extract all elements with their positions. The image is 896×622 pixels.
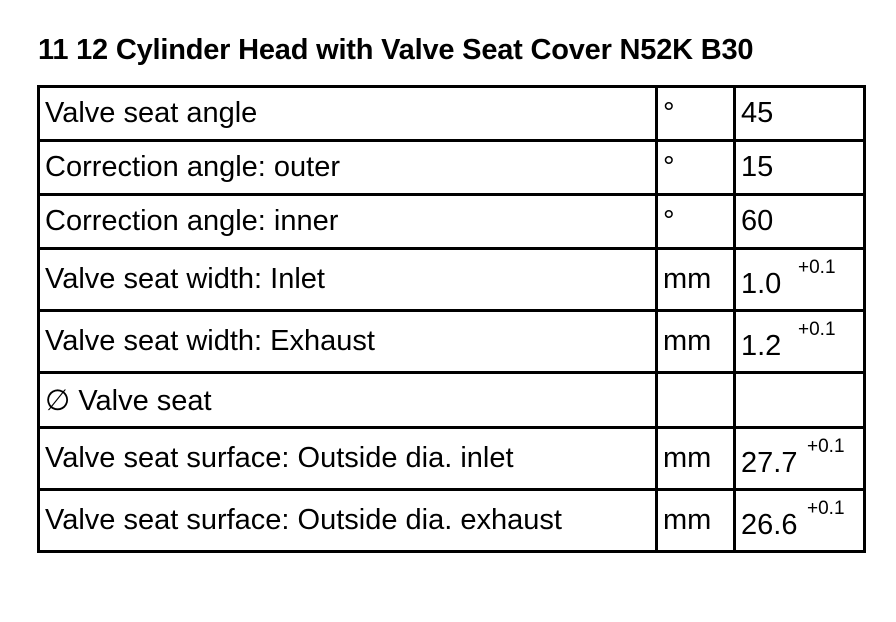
toleranced-value xyxy=(741,436,845,480)
table-row xyxy=(39,87,865,141)
value-cell xyxy=(735,311,865,373)
tolerance-value: +0.1 xyxy=(807,498,845,519)
value-cell: 45 xyxy=(735,87,865,141)
value-cell xyxy=(735,490,865,552)
tolerance-value: +0.1 xyxy=(807,436,845,457)
table-row xyxy=(39,311,865,373)
unit-cell: mm xyxy=(657,490,735,552)
section-heading-cell: ∅ Valve seat xyxy=(39,373,657,428)
table-row xyxy=(39,428,865,490)
unit-cell: mm xyxy=(657,311,735,373)
parameter-cell: Valve seat width: Exhaust xyxy=(39,311,657,373)
value-cell: 15 xyxy=(735,141,865,195)
unit-cell: mm xyxy=(657,428,735,490)
nominal-value: 1.0 xyxy=(741,268,782,300)
value-cell xyxy=(735,249,865,311)
parameter-cell: Correction angle: outer xyxy=(39,141,657,195)
spec-table xyxy=(37,85,866,553)
value-cell xyxy=(735,373,865,428)
tolerance-value: +0.1 xyxy=(798,257,836,278)
unit-cell: ° xyxy=(657,141,735,195)
table-row xyxy=(39,490,865,552)
toleranced-value xyxy=(741,498,845,542)
parameter-cell: Valve seat surface: Outside dia. inlet xyxy=(39,428,657,490)
tolerance-value: +0.1 xyxy=(798,319,836,340)
unit-cell: mm xyxy=(657,249,735,311)
value-cell: 60 xyxy=(735,195,865,249)
table-row xyxy=(39,195,865,249)
parameter-cell: Correction angle: inner xyxy=(39,195,657,249)
nominal-value: 26.6 xyxy=(741,509,798,541)
toleranced-value xyxy=(741,257,836,301)
parameter-cell: Valve seat surface: Outside dia. exhaust xyxy=(39,490,657,552)
table-row xyxy=(39,373,865,428)
parameter-cell: Valve seat angle xyxy=(39,87,657,141)
page-title: 11 12 Cylinder Head with Valve Seat Cover N52K B30 xyxy=(38,34,754,66)
parameter-cell: Valve seat width: Inlet xyxy=(39,249,657,311)
toleranced-value xyxy=(741,319,836,363)
unit-cell: ° xyxy=(657,195,735,249)
nominal-value: 1.2 xyxy=(741,330,782,362)
unit-cell xyxy=(657,373,735,428)
unit-cell: ° xyxy=(657,87,735,141)
value-cell xyxy=(735,428,865,490)
nominal-value: 27.7 xyxy=(741,447,798,479)
table-row xyxy=(39,249,865,311)
table-row xyxy=(39,141,865,195)
